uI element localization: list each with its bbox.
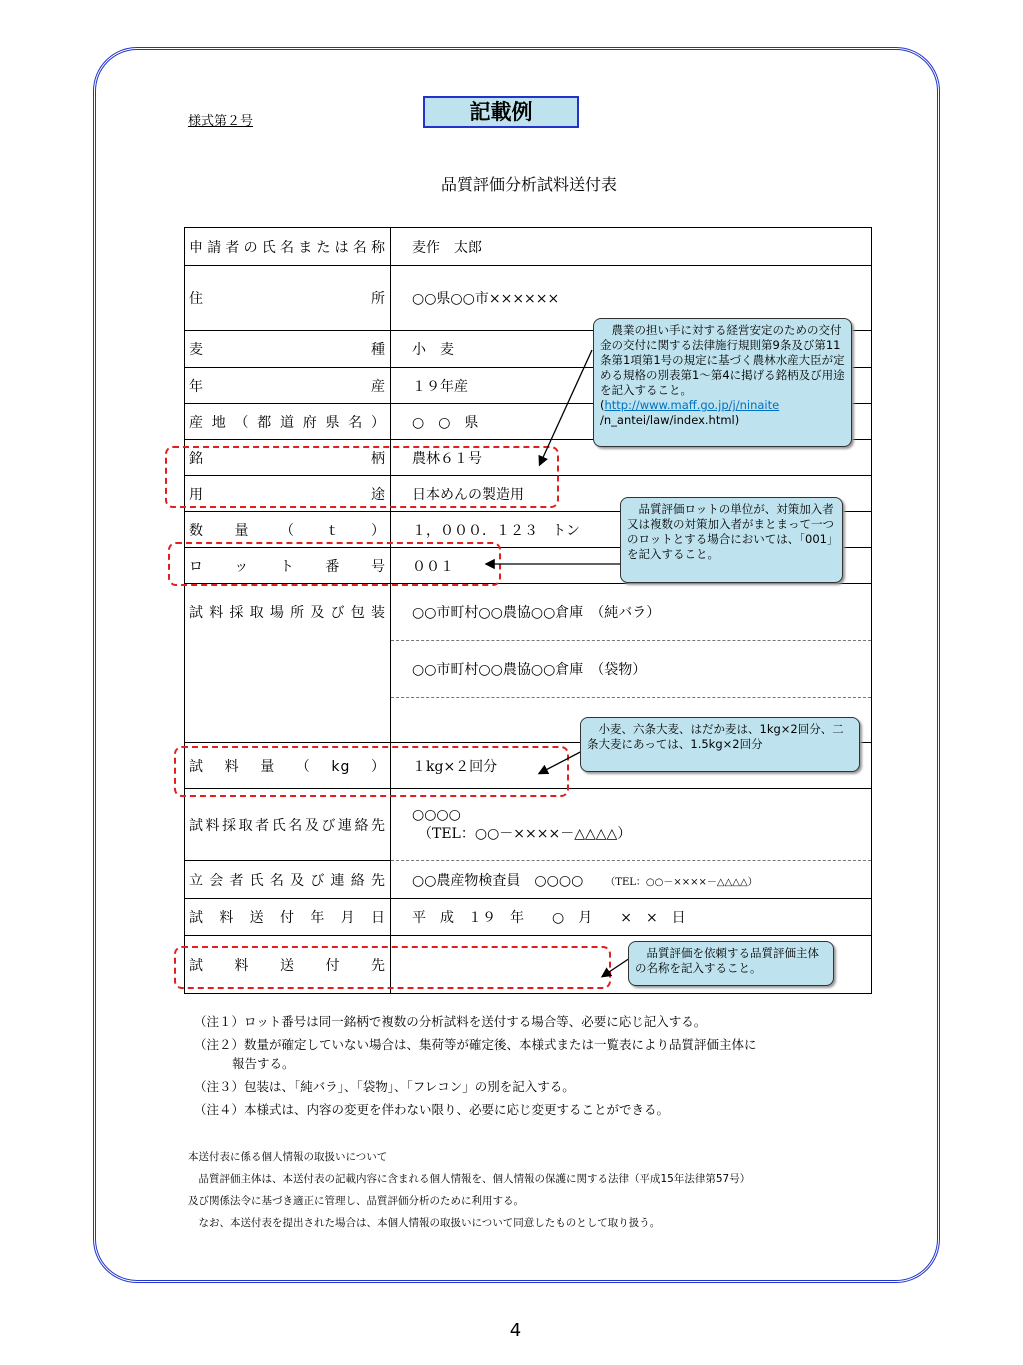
callout-destination: 品質評価を依頼する品質評価主体の名称を記入すること。 (628, 941, 834, 986)
label-year: 年 産 (185, 368, 391, 404)
arrow-brand (540, 350, 592, 464)
callout-brand-text: 農業の担い手に対する経営安定のための交付金の交付に関する法律施行規則第9条及び第11条第1項第1号の規定に基づく農林水産大臣が定める規格の別表第1～第4に掲げる銘柄及び用途を記入すること。( (600, 323, 845, 412)
label-address: 住 所 (185, 266, 391, 331)
note-4: （注４）本様式は、内容の変更を伴わない限り、必要に応じ変更することができる。 (194, 1102, 670, 1117)
label-usage: 用 途 (185, 476, 391, 512)
value-witness: ○○農産物検査員 ○○○○ （TEL：○○－××××－△△△△） (391, 861, 872, 899)
notes-section (194, 1012, 874, 1123)
example-label: 記載例 (423, 96, 579, 128)
value-year: １９年産 (391, 368, 872, 404)
value-sampler-tel: （TEL：○○－××××－△△△△） (418, 825, 632, 842)
label-brand: 銘 柄 (185, 440, 391, 476)
value-sample-amount: １kg×２回分 (391, 743, 872, 789)
value-send-date: 平 成 １９ 年 ○ 月 × × 日 (391, 899, 872, 936)
callout-brand-usage (593, 318, 852, 447)
callout-lot: 品質評価ロットの単位が、対策加入者又は複数の対策加入者がまとまって一つのロットとする場合においては、「001」を記入すること。 (620, 497, 843, 583)
value-origin: ○ ○ 県 (391, 404, 872, 440)
label-destination: 試料送付先 (185, 936, 391, 994)
label-quantity: 数量（ｔ） (185, 512, 391, 548)
label-sampler: 試料採取者氏名及び連絡先 (185, 789, 391, 861)
value-quantity: １，０００．１２３ トン (391, 512, 872, 548)
note-3: （注３）包装は、「純バラ」、「袋物」、「フレコン」の別を記入する。 (194, 1079, 575, 1094)
label-lot: ロット番号 (185, 548, 391, 584)
value-sampling-place-2: ○○市町村○○農協○○倉庫 （袋物） (391, 641, 872, 698)
value-wheat-type: 小 麦 (391, 331, 872, 368)
document-title: 品質評価分析試料送付表 (440, 175, 617, 194)
privacy-line-2: 及び関係法令に基づき適正に管理し、品質評価分析のために利用する。 (188, 1195, 524, 1207)
privacy-heading: 本送付表に係る個人情報の取扱いについて (188, 1151, 388, 1163)
value-sampler-name: ○○○○ (412, 806, 461, 823)
page-number: 4 (509, 1320, 522, 1341)
value-usage: 日本めんの製造用 (391, 476, 872, 512)
label-wheat-type: 麦 種 (185, 331, 391, 368)
value-lot: ００１ (391, 548, 872, 584)
privacy-section (188, 1146, 888, 1234)
label-sample-amount: 試料量（kg） (185, 743, 391, 789)
form-number: 様式第２号 (188, 114, 254, 129)
privacy-line-3: なお、本送付表を提出された場合は、本個人情報の取扱いについて同意したものとして取り扱う。 (188, 1217, 661, 1229)
value-applicant: 麦作 太郎 (391, 228, 872, 266)
note-1: （注１）ロット番号は同一銘柄で複数の分析試料を送付する場合等、必要に応じ記入する。 (194, 1014, 707, 1029)
callout-sample-amount: 小麦、六条大麦、はだか麦は、1kg×2回分、二条大麦にあっては、1.5kg×2回分 (580, 717, 860, 772)
value-address: ○○県○○市×××××× (391, 266, 872, 331)
note-2: （注２）数量が確定していない場合は、集荷等が確定後、本様式または一覧表により品質評価主体に 報告する。 (194, 1037, 757, 1071)
label-sampling-place: 試料採取場所及び包装 (185, 584, 391, 743)
arrow-destination (603, 958, 630, 976)
label-applicant: 申請者の氏名または名称 (185, 228, 391, 266)
value-brand: 農林６１号 (391, 440, 872, 476)
callout-brand-tail: /n_antei/law/index.html) (600, 413, 740, 427)
label-send-date: 試料送付年月日 (185, 899, 391, 936)
label-witness: 立会者氏名及び連絡先 (185, 861, 391, 899)
value-sampling-place-1: ○○市町村○○農協○○倉庫 （純バラ） (391, 584, 872, 641)
value-witness-tel: （TEL：○○－××××－△△△△） (605, 876, 758, 888)
privacy-line-1: 品質評価主体は、本送付表の記載内容に含まれる個人情報を、個人情報の保護に関する法律（平成15年法律第57号） (188, 1173, 751, 1185)
maff-link[interactable]: http://www.maff.go.jp/j/ninaite (604, 398, 780, 412)
label-origin: 産地（都道府県名） (185, 404, 391, 440)
